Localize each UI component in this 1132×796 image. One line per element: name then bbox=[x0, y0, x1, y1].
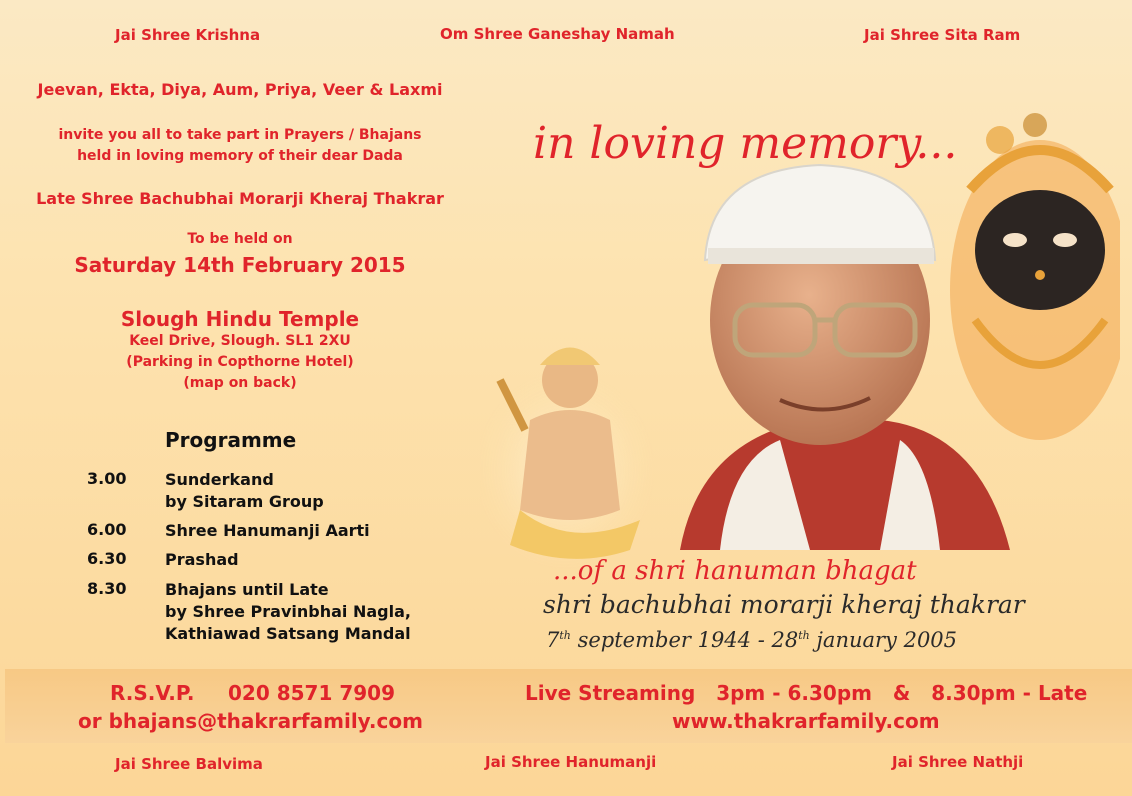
memorial-subtitle: ...of a shri hanuman bhagat bbox=[553, 556, 917, 586]
rsvp-phone[interactable]: 020 8571 7909 bbox=[228, 681, 396, 705]
dates-sup1: th bbox=[559, 629, 571, 642]
programme-time: 8.30 bbox=[87, 579, 127, 598]
rsvp-label: R.S.V.P. bbox=[110, 681, 195, 705]
venue-parking: (Parking in Copthorne Hotel) bbox=[126, 354, 354, 370]
hosts-line: Jeevan, Ekta, Diya, Aum, Priya, Veer & Laxmi bbox=[37, 80, 443, 99]
programme-heading: Programme bbox=[165, 428, 297, 452]
memorial-dates bbox=[546, 628, 957, 652]
venue-map-note: (map on back) bbox=[183, 375, 297, 391]
blessing-bottom-right: Jai Shree Nathji bbox=[892, 753, 1024, 771]
dates-end: january 2005 bbox=[816, 628, 958, 652]
programme-title: Bhajans until Late bbox=[165, 580, 329, 599]
deity-icon bbox=[950, 113, 1120, 440]
dates-mid: september 1944 - 28 bbox=[577, 628, 799, 652]
dates-day1: 7 bbox=[546, 628, 560, 652]
blessing-bottom-center: Jai Shree Hanumanji bbox=[485, 753, 657, 771]
memorial-title: in loving memory... bbox=[533, 118, 958, 169]
event-date: Saturday 14th February 2015 bbox=[74, 253, 406, 277]
venue-address: Keel Drive, Slough. SL1 2XU bbox=[129, 333, 351, 349]
held-on-label: To be held on bbox=[187, 231, 293, 247]
blessing-top-center: Om Shree Ganeshay Namah bbox=[440, 25, 675, 43]
invite-line-2: held in loving memory of their dear Dada bbox=[77, 148, 403, 164]
venue-name: Slough Hindu Temple bbox=[120, 307, 360, 331]
streaming-times: Live Streaming 3pm - 6.30pm & 8.30pm - Late bbox=[525, 681, 1088, 705]
programme-detail: by Sitaram Group bbox=[165, 492, 324, 511]
streaming-url[interactable]: www.thakrarfamily.com bbox=[672, 709, 940, 733]
programme-time: 3.00 bbox=[87, 469, 127, 488]
invite-line-1: invite you all to take part in Prayers / Bhajans bbox=[58, 127, 422, 143]
honoree-name: Late Shree Bachubhai Morarji Kheraj Thakrar bbox=[36, 189, 444, 208]
rsvp-email[interactable]: or bhajans@thakrarfamily.com bbox=[78, 709, 423, 733]
blessing-top-right: Jai Shree Sita Ram bbox=[864, 26, 1021, 44]
programme-title: Prashad bbox=[165, 550, 239, 569]
blessing-top-left: Jai Shree Krishna bbox=[115, 26, 261, 44]
programme-title: Sunderkand bbox=[165, 470, 274, 489]
blessing-bottom-left: Jai Shree Balvima bbox=[115, 755, 263, 773]
dates-sup2: th bbox=[798, 629, 810, 642]
programme-detail: Kathiawad Satsang Mandal bbox=[165, 624, 411, 643]
programme-detail: by Shree Pravinbhai Nagla, bbox=[165, 602, 411, 621]
programme-time: 6.30 bbox=[87, 549, 127, 568]
hanuman-icon bbox=[480, 348, 655, 571]
memorial-name: shri bachubhai morarji kheraj thakrar bbox=[543, 590, 1025, 619]
programme-title: Shree Hanumanji Aarti bbox=[165, 521, 370, 540]
programme-time: 6.00 bbox=[87, 520, 127, 539]
